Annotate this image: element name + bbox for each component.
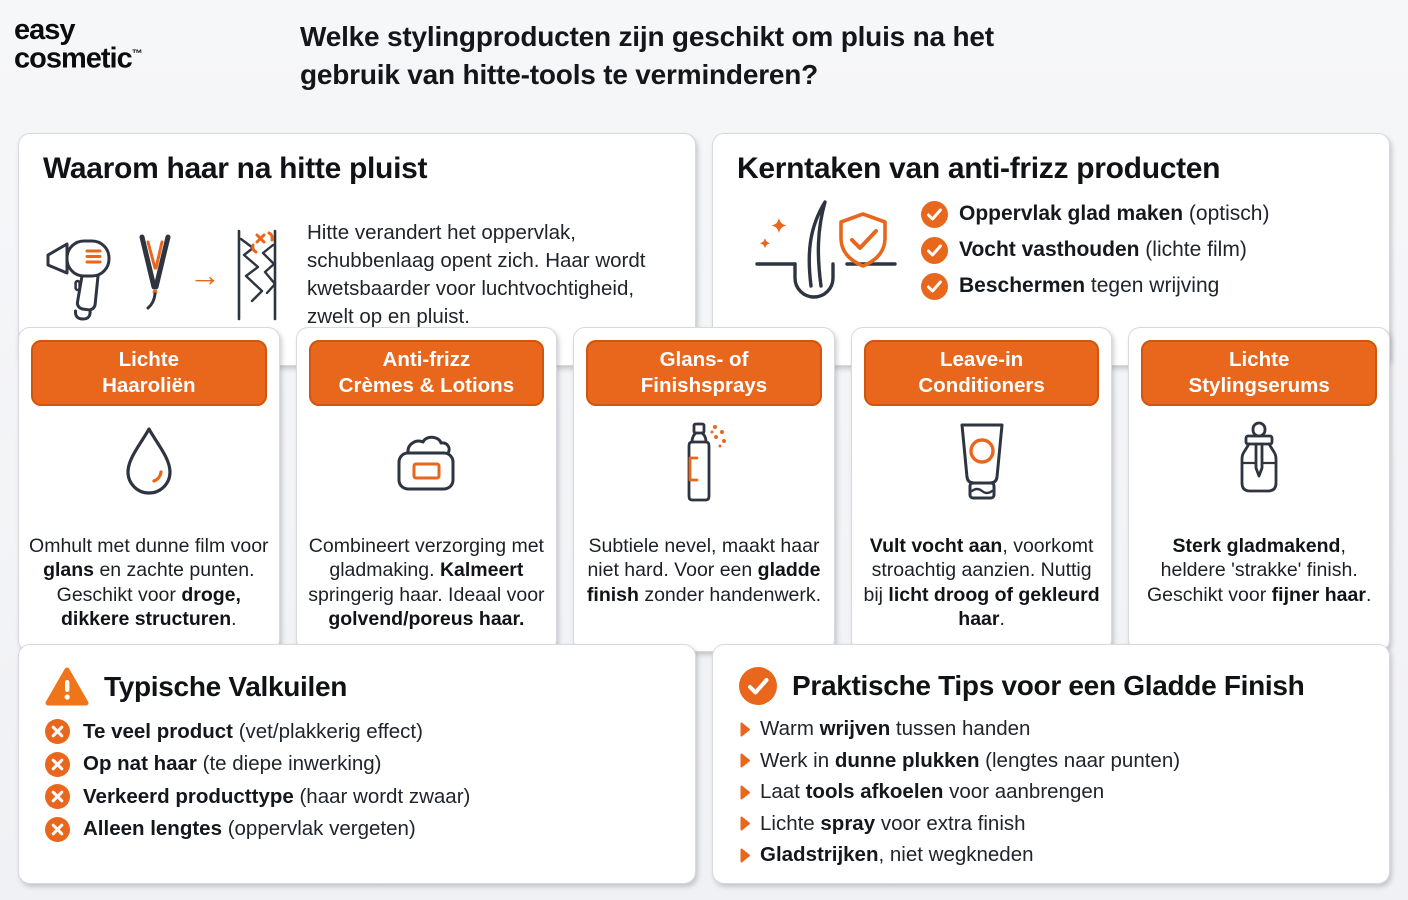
x-circle-icon xyxy=(45,784,70,809)
check-circle-icon xyxy=(921,273,948,300)
why-frizz-text: Hitte verandert het oppervlak, schubbenlaag opent zich. Haar wordt kwetsbaarder voor luchtvochtigheid, zwelt op en pluist. xyxy=(307,220,646,328)
arrow-bullet-icon xyxy=(739,815,751,832)
tips-list xyxy=(739,717,1363,867)
product-text: Vult vocht aan, voorkomt stroachtig aanzien. Nuttig bij licht droog of gekleurd haar. xyxy=(863,534,1100,630)
task-item: Beschermen tegen wrijving xyxy=(921,273,1269,300)
check-circle-icon xyxy=(739,667,777,705)
logo-line1: easy xyxy=(14,14,75,46)
product-text: Subtiele nevel, maakt haar niet hard. Voor een gladde finish zonder handenwerk. xyxy=(586,534,822,606)
arrow-bullet-icon xyxy=(739,784,751,801)
tip-item: Gladstrijken, niet wegkneden xyxy=(739,843,1363,867)
trademark-symbol: ™ xyxy=(131,48,143,60)
x-circle-icon xyxy=(45,719,70,744)
core-tasks-list xyxy=(921,201,1269,300)
pitfall-item: Alleen lengtes (oppervlak vergeten) xyxy=(45,817,669,842)
damaged-hair-icon xyxy=(229,229,287,321)
pitfalls-list xyxy=(45,719,669,842)
product-card-leave-in xyxy=(851,327,1113,652)
easycosmetic-logo xyxy=(14,12,300,75)
product-title: Glans- of Finishsprays xyxy=(586,340,822,406)
tip-item: Laat tools afkoelen voor aanbrengen xyxy=(739,780,1363,804)
product-title: Lichte Stylingserums xyxy=(1141,340,1377,406)
hairdryer-icon xyxy=(43,229,121,321)
tips-title: Praktische Tips voor een Gladde Finish xyxy=(792,670,1305,701)
pitfall-item: Op nat haar (te diepe inwerking) xyxy=(45,752,669,777)
x-circle-icon xyxy=(45,817,70,842)
product-title: Anti-frizz Crèmes & Lotions xyxy=(309,340,545,406)
warning-triangle-icon xyxy=(45,667,89,707)
product-text: Sterk gladmakend, heldere 'strakke' finish. Geschikt voor fijner haar. xyxy=(1147,534,1372,606)
check-circle-icon xyxy=(921,201,948,228)
product-card-stylingserums xyxy=(1128,327,1390,652)
heat-tools-icons xyxy=(43,229,287,321)
spray-bottle-icon xyxy=(574,412,834,514)
product-card-haarolien xyxy=(18,327,280,652)
header xyxy=(0,0,1408,133)
x-circle-icon xyxy=(45,752,70,777)
droplet-icon xyxy=(19,412,279,514)
product-title: Leave-in Conditioners xyxy=(864,340,1100,406)
product-card-finishsprays xyxy=(573,327,835,652)
pitfall-item: Verkeerd producttype (haar wordt zwaar) xyxy=(45,784,669,809)
pitfalls-card xyxy=(18,644,696,884)
logo-line2: cosmetic™ xyxy=(14,42,143,75)
tips-card xyxy=(712,644,1390,884)
pitfall-item: Te veel product (vet/plakkerig effect) xyxy=(45,719,669,744)
pitfalls-title: Typische Valkuilen xyxy=(104,671,348,702)
serum-dropper-icon xyxy=(1129,412,1389,514)
row-bottom xyxy=(18,644,1390,866)
tip-item: Lichte spray voor extra finish xyxy=(739,812,1363,836)
arrow-right-icon: → xyxy=(189,256,221,293)
page-title: Welke stylingproducten zijn geschikt om pluis na het gebruik van hitte-tools te verminderen? xyxy=(300,21,994,90)
row-intro xyxy=(18,133,1390,328)
tube-icon xyxy=(852,412,1112,514)
core-tasks-title: Kerntaken van anti-frizz producten xyxy=(737,152,1221,185)
arrow-bullet-icon xyxy=(739,847,751,864)
task-item: Vocht vasthouden (lichte film) xyxy=(921,237,1269,264)
product-text: Omhult met dunne film voor glans en zachte punten. Geschikt voor droge, dikkere structuren. xyxy=(29,534,269,630)
row-products xyxy=(18,327,1390,630)
tip-item: Werk in dunne plukken (lengtes naar punten) xyxy=(739,749,1363,773)
arrow-bullet-icon xyxy=(739,721,751,738)
check-circle-icon xyxy=(921,237,948,264)
flat-iron-icon xyxy=(129,232,181,318)
follicle-shield-icon xyxy=(751,198,901,302)
why-frizz-title: Waarom haar na hitte pluist xyxy=(43,152,428,185)
arrow-bullet-icon xyxy=(739,752,751,769)
product-card-cremes-lotions xyxy=(296,327,558,652)
task-item: Oppervlak glad maken (optisch) xyxy=(921,201,1269,228)
product-title: Lichte Haaroliën xyxy=(31,340,267,406)
cream-jar-icon xyxy=(297,412,557,514)
tip-item: Warm wrijven tussen handen xyxy=(739,717,1363,741)
product-text: Combineert verzorging met gladmaking. Kalmeert springerig haar. Ideaal voor golvend/poreus haar. xyxy=(308,534,545,630)
